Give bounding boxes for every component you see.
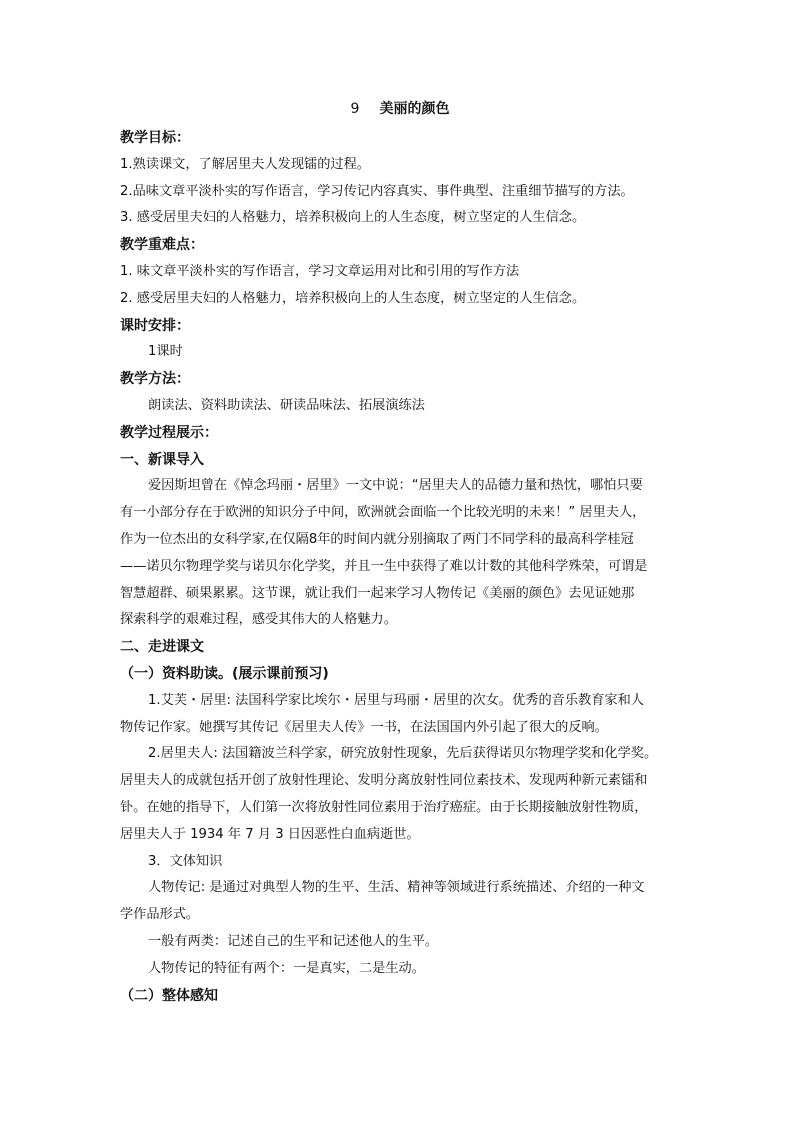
intro-paragraph-line: 有一小部分存在于欧洲的知识分子中间，欧洲就会面临一个比较光明的未来！” 居里夫人， <box>120 505 646 521</box>
title-text: 美丽的颜色 <box>379 101 450 117</box>
methods-heading: 教学方法： <box>120 371 190 388</box>
goal-item: 1.熟读课文，了解居里夫人发现镭的过程。 <box>120 156 370 172</box>
lesson-plan <box>120 99 680 1009</box>
genre-features-line: 人物传记的特征有两个：一是真实，二是生动。 <box>148 960 425 976</box>
intro-paragraph-line: ——诺贝尔物理学奖与诺贝尔化学奖，并且一生中获得了难以计数的其他科学殊荣，可谓是 <box>120 558 648 574</box>
goals-heading: 教学目标： <box>120 130 190 146</box>
title-number: 9 <box>350 101 360 117</box>
genre-heading: 3．文体知识 <box>148 853 223 869</box>
genre-line: 人物传记: 是通过对典型人物的生平、生活、精神等领域进行系统描述、介绍的一种文 <box>148 880 645 896</box>
page-title <box>120 99 680 119</box>
difficulty-item: 1. 味文章平淡朴实的写作语言，学习文章运用对比和引用的写作方法 <box>120 263 520 279</box>
author-bio-line: 物传记作家。她撰写其传记《居里夫人传》一书，在法国国内外引起了很大的反响。 <box>120 719 608 735</box>
intro-paragraph-line: 智慧超群、硕果累累。这节课，就让我们一起来学习人物传记《美丽的颜色》去见证她那 <box>120 585 635 601</box>
curie-bio-line: 2.居里夫人: 法国籍波兰科学家，研究放射性现象，先后获得诺贝尔物理学奖和化学奖。 <box>148 746 658 762</box>
materials-heading: （一）资料助读。(展示课前预习) <box>120 665 329 682</box>
overview-heading: （二）整体感知 <box>120 987 218 1004</box>
intro-paragraph-line: 作为一位杰出的女科学家,在仅隔8年的时间内就分别摘取了两门不同学科的最高科学桂冠 <box>120 531 634 547</box>
schedule-value: 1课时 <box>148 344 183 360</box>
goal-item: 3. 感受居里夫妇的人格魅力，培养积极向上的人生态度，树立坚定的人生信念。 <box>120 210 586 226</box>
process-heading: 教学过程展示： <box>120 424 218 441</box>
genre-line: 学作品形式。 <box>120 907 200 923</box>
schedule-heading: 课时安排： <box>120 317 190 334</box>
intro-paragraph-line: 探索科学的艰难过程，感受其伟大的人格魅力。 <box>120 612 397 628</box>
text-section-heading: 二、走进课文 <box>120 639 204 656</box>
curie-bio-line: 钋。在她的指导下，人们第一次将放射性同位素用于治疗癌症。由于长期接触放射性物质， <box>120 799 648 815</box>
difficulties-heading: 教学重难点： <box>120 237 204 254</box>
author-bio-line: 1.艾芙・居里: 法国科学家比埃尔・居里与玛丽・居里的次女。优秀的音乐教育家和人 <box>148 692 644 708</box>
difficulty-item: 2. 感受居里夫妇的人格魅力，培养积极向上的人生态度，树立坚定的人生信念。 <box>120 290 586 306</box>
curie-bio-line: 居里夫人的成就包括开创了放射性理论、发明分离放射性同位素技术、发现两种新元素镭和 <box>120 773 648 789</box>
curie-bio-line: 居里夫人于 1934 年 7 月 3 日因恶性白血病逝世。 <box>120 826 420 842</box>
intro-heading: 一、新课导入 <box>120 451 204 468</box>
goal-item: 2.品味文章平淡朴实的写作语言，学习传记内容真实、事件典型、注重细节描写的方法。 <box>120 183 634 199</box>
intro-paragraph-line: 爱因斯坦曾在《悼念玛丽・居里》一文中说：“居里夫人的品德力量和热忱，哪怕只要 <box>148 478 643 494</box>
genre-types-line: 一般有两类：记述自己的生平和记述他人的生平。 <box>148 933 439 949</box>
methods-value: 朗读法、资料助读法、研读品味法、拓展演练法 <box>148 397 425 413</box>
